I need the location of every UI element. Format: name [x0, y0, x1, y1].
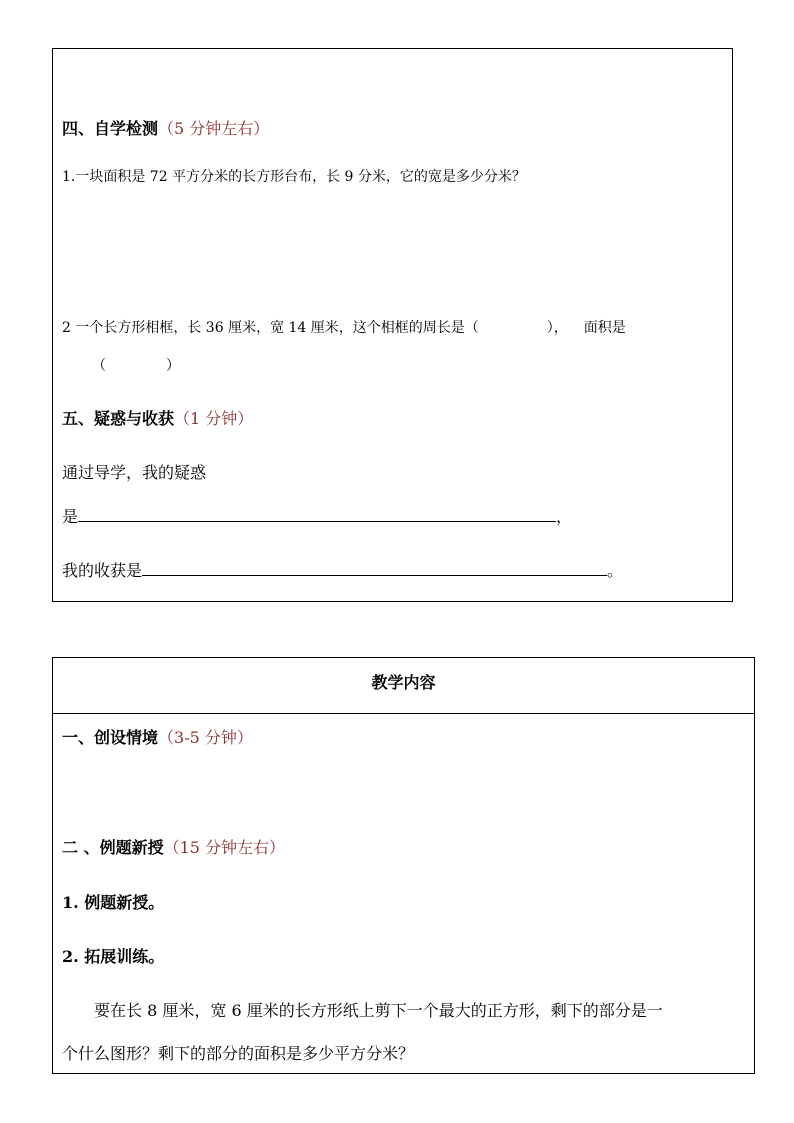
section4-heading [62, 116, 269, 139]
gain-line[interactable]: 我的收获是 。 [62, 561, 624, 580]
question-2-area-label: 面积是 [583, 320, 626, 336]
question-2-text: 2 一个长方形相框，长 36 厘米，宽 14 厘米，这个相框的周长是（ [62, 320, 479, 336]
question-2-mid: ）， [546, 320, 568, 336]
self-test-box [52, 48, 733, 602]
section2-title: 二 、例题新授 [62, 838, 164, 857]
header-divider [53, 713, 754, 714]
item-example: 1. 例题新授。 [62, 893, 165, 912]
teaching-header: 教学内容 [371, 673, 436, 692]
doubt-intro: 通过导学，我的疑惑 [62, 463, 207, 482]
section5-time: （1 分钟） [174, 409, 254, 428]
area-blank[interactable]: （ ） [92, 358, 180, 374]
question-1: 1.一块面积是 72 平方分米的长方形台布，长 9 分米，它的宽是多少分米？ [62, 169, 526, 185]
problem-line-1: 要在长 8 厘米，宽 6 厘米的长方形纸上剪下一个最大的正方形，剩下的部分是一 [94, 1001, 663, 1020]
section1-heading [62, 725, 253, 748]
doubt-underline[interactable] [78, 507, 556, 522]
item-extension: 2. 拓展训练。 [62, 947, 165, 966]
section4-time: （5 分钟左右） [158, 119, 270, 138]
section4-title: 四、自学检测 [62, 119, 159, 138]
gain-underline[interactable] [142, 561, 607, 576]
teaching-content-box [52, 657, 755, 1074]
section5-title: 五、疑惑与收获 [62, 409, 175, 428]
problem-line-2: 个什么图形？剩下的部分的面积是多少平方分米？ [62, 1044, 415, 1063]
section5-heading [62, 406, 253, 429]
doubt-line[interactable]: 是 ， [62, 507, 573, 526]
section2-heading [62, 835, 285, 858]
section1-title: 一、创设情境 [62, 728, 159, 747]
question-2 [62, 317, 626, 337]
section1-time: （3-5 分钟） [158, 728, 253, 747]
section2-time: （15 分钟左右） [163, 838, 286, 857]
